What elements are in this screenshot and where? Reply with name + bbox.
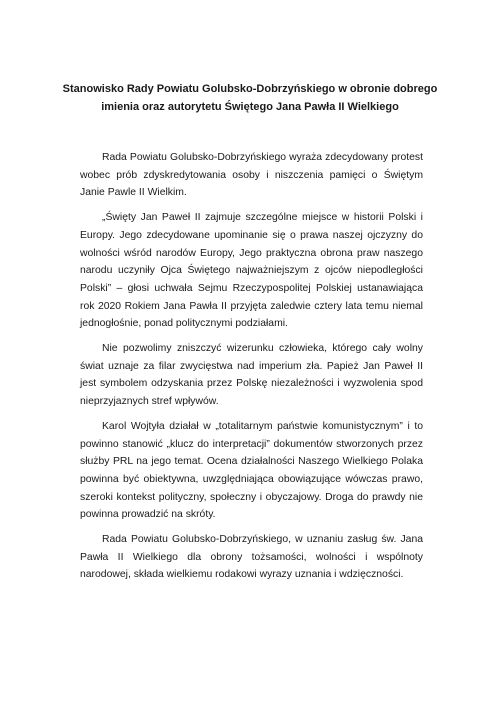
paragraph-symbol: Nie pozwolimy zniszczyć wizerunku człowieka, którego cały wolny świat uznaje za filar zwycięstwa nad imperium zła. Papież Jan Paweł II jest symbolem odzyskania przez Polskę niezależności i wyzwolenia spod nieprzyjaznych stref wpływów. [80,343,423,408]
paragraph-sejm-quote: „Święty Jan Paweł II zajmuje szczególne miejsce w historii Polski i Europy. Jego zdecydowane upominanie się o prawa naszej ojczyzny do wolności wśród narodów Europy, Jego praktyczna obrona praw naszego narodu uczyniły Ojca Świętego najważniejszym z ojców niepodległości Polski” – głosi uchwała Sejmu Rzeczypospolitej Polskiej ustanawiająca rok 2020 Rokiem Jana Pawła II przyjęta zaledwie cztery lata temu niemal jednogłośnie, ponad politycznymi podziałami. [80,212,423,330]
document-body [80,149,423,591]
paragraph-gratitude: Rada Powiatu Golubsko-Dobrzyńskiego, w uznaniu zasług św. Jana Pawła II Wielkiego dla obrony tożsamości, wolności i wspólnoty narodowej, składa wielkiemu rodakowi wyrazy uznania i wdzięczności. [80,534,423,581]
title-line-1: Stanowisko Rady Powiatu Golubsko-Dobrzyńskiego w obronie dobrego [62,83,438,95]
paragraph-wojtyla: Karol Wojtyła działał w „totalitarnym państwie komunistycznym” i to powinno stanowić „klucz do interpretacji” dokumentów stworzonych przez służby PRL na jego temat. Ocena działalności Naszego Wielkiego Polaka powinna być obiektywna, uwzględniająca obowiązujące wówczas prawo, szeroki kontekst polityczny, społeczny i obyczajowy. Droga do prawdy nie powinna prowadzić na skróty. [80,420,423,521]
title-line-2: imienia oraz autorytetu Świętego Jana Pawła II Wielkiego [101,101,399,113]
paragraph-protest: Rada Powiatu Golubsko-Dobrzyńskiego wyraża zdecydowany protest wobec prób zdyskredytowania osoby i niszczenia pamięci o Świętym Janie Pawle II Wielkim. [80,152,423,199]
document-title [60,80,440,116]
